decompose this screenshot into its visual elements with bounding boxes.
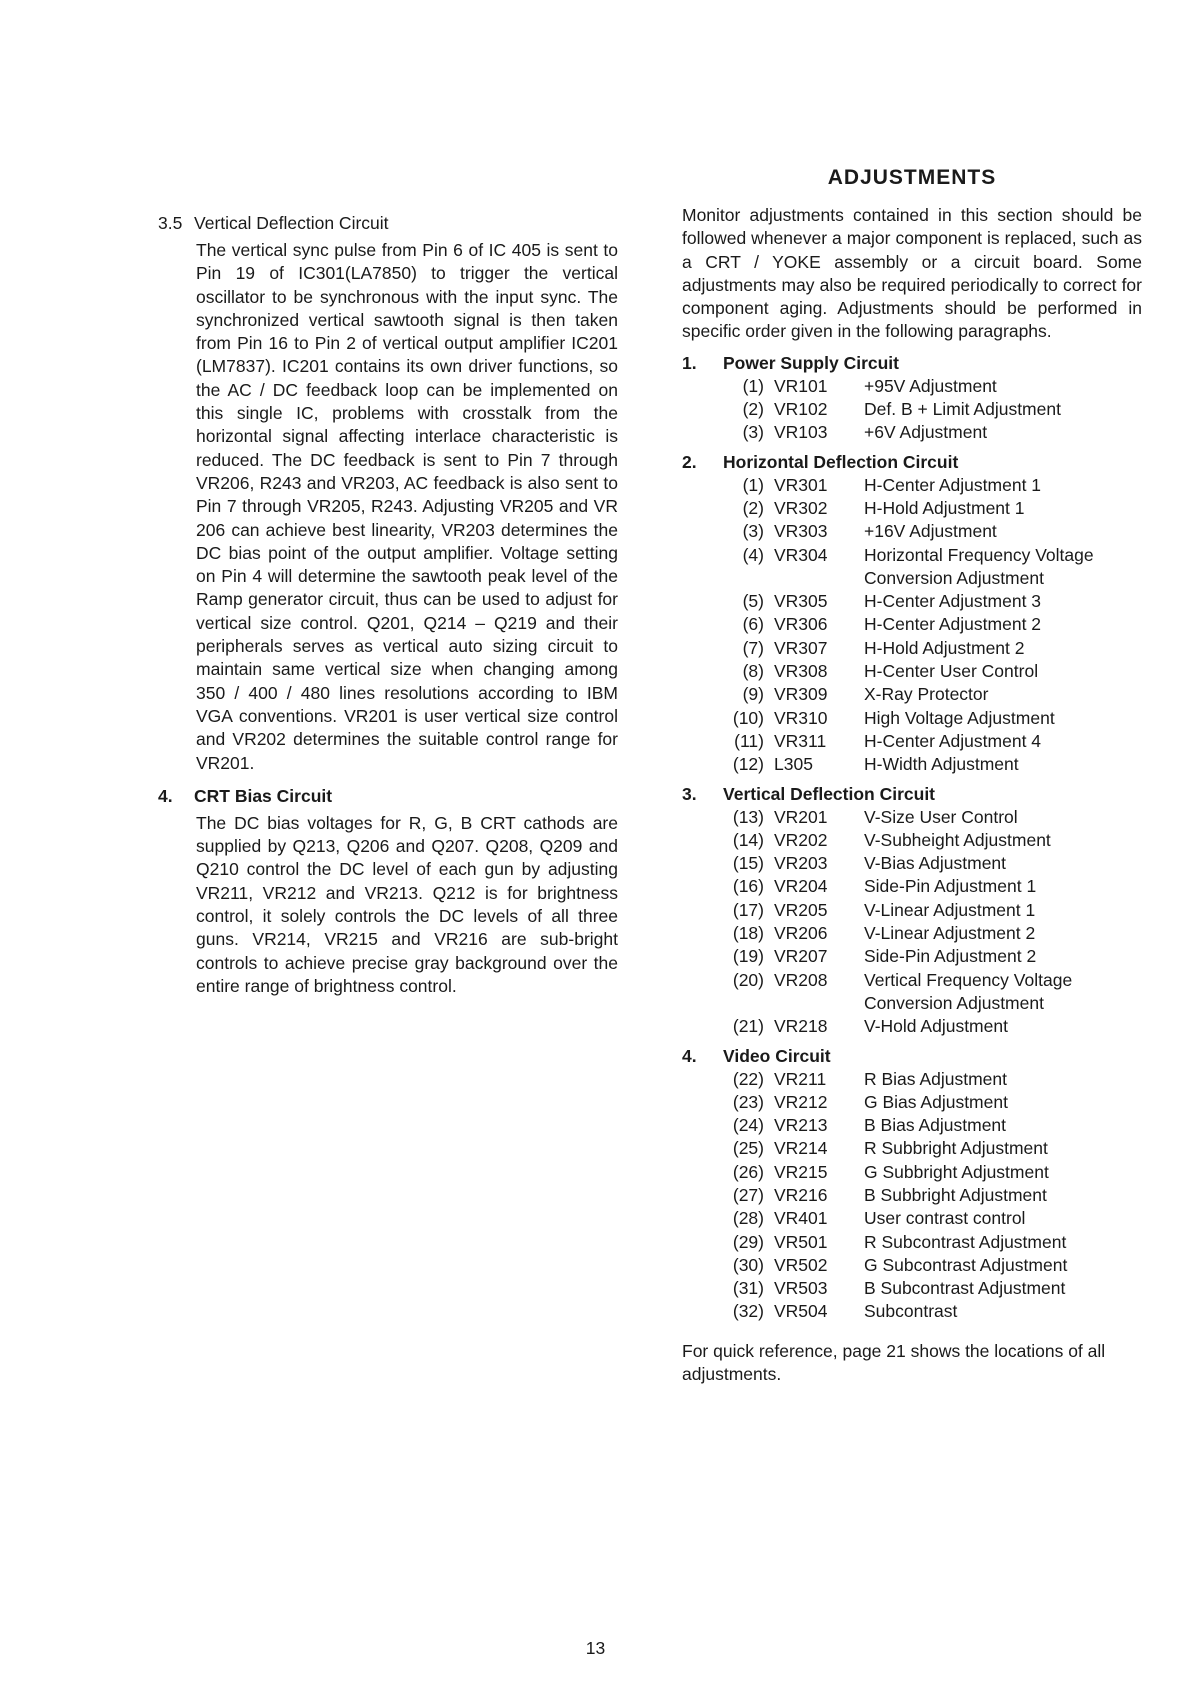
list-item	[682, 1114, 1142, 1137]
group-number: 1.	[682, 352, 697, 373]
list-item	[682, 899, 1142, 922]
list-item	[682, 1184, 1142, 1207]
list-item	[682, 829, 1142, 852]
adjustment-description: H-Center Adjustment 4	[864, 730, 1042, 751]
component-ref: VR504	[774, 1301, 828, 1322]
item-index: (28)	[732, 1208, 764, 1229]
list-item	[682, 1137, 1142, 1160]
section-heading	[158, 212, 618, 235]
item-index: (8)	[742, 661, 764, 682]
item-index: (30)	[732, 1254, 764, 1275]
item-index: (14)	[732, 829, 764, 850]
list-item	[682, 945, 1142, 968]
item-index: (1)	[742, 474, 764, 495]
component-ref: VR207	[774, 946, 828, 967]
adjustments-intro: Monitor adjustments contained in this section should be followed whenever a major component is replaced, such as a CRT / YOKE assembly or a circuit board. Some adjustments may also be required periodically to correct for component aging. Adjustments should be performed in specific order given in the following paragraphs.	[682, 205, 1142, 342]
adjustment-description: B Subcontrast Adjustment	[864, 1278, 1066, 1299]
adjustment-description: Subcontrast	[864, 1301, 958, 1322]
component-ref: VR218	[774, 1016, 828, 1037]
component-ref: VR206	[774, 923, 828, 944]
group-title: Video Circuit	[723, 1045, 831, 1066]
group-title: Vertical Deflection Circuit	[723, 783, 936, 804]
list-item	[682, 1254, 1142, 1277]
adjustment-description: H-Center Adjustment 1	[864, 474, 1042, 495]
item-index: (12)	[732, 754, 764, 775]
adjustment-description: Side-Pin Adjustment 2	[864, 946, 1037, 967]
component-ref: VR204	[774, 876, 828, 897]
item-index: (16)	[732, 876, 764, 897]
component-ref: VR503	[774, 1278, 828, 1299]
component-ref: VR501	[774, 1231, 828, 1252]
list-item	[682, 590, 1142, 613]
component-ref: VR401	[774, 1208, 828, 1229]
section-number: 4.	[158, 785, 173, 806]
adjustment-group	[682, 783, 1142, 1039]
section-body: The DC bias voltages for R, G, B CRT cathods are supplied by Q213, Q206 and Q207. Q208, Q209 and Q210 control the DC level of each gun by adjusting VR211, VR212 and VR213. Q212 is for brightness control, it solely controls the DC levels of all three guns. VR214, VR215 and VR216 are sub-bright controls to achieve precise gray background over the entire range of brightness control.	[196, 812, 618, 996]
adjustment-description: H-Width Adjustment	[864, 754, 1019, 775]
adjustment-description: V-Linear Adjustment 2	[864, 923, 1036, 944]
item-index: (2)	[742, 497, 764, 518]
list-item	[682, 474, 1142, 497]
component-ref: VR205	[774, 899, 828, 920]
item-index: (7)	[742, 637, 764, 658]
adjustment-description: High Voltage Adjustment	[864, 707, 1055, 728]
item-index: (6)	[742, 614, 764, 635]
adjustment-description: G Bias Adjustment	[864, 1091, 1008, 1112]
group-heading	[682, 451, 1142, 474]
list-item	[682, 1068, 1142, 1091]
list-item	[682, 707, 1142, 730]
right-column	[682, 166, 1142, 1404]
list-item	[682, 1161, 1142, 1184]
list-item	[682, 497, 1142, 520]
item-index: (11)	[734, 730, 764, 751]
component-ref: VR306	[774, 614, 828, 635]
item-index: (10)	[732, 707, 764, 728]
footer-note: For quick reference, page 21 shows the locations of all adjustments.	[682, 1340, 1106, 1385]
adjustment-description: B Bias Adjustment	[864, 1115, 1007, 1136]
group-number: 4.	[682, 1045, 697, 1066]
component-ref: VR301	[774, 474, 828, 495]
component-ref: VR202	[774, 829, 828, 850]
adjustment-description: V-Bias Adjustment	[864, 853, 1007, 874]
component-ref: VR309	[774, 684, 828, 705]
adjustment-description: H-Hold Adjustment 2	[864, 637, 1025, 658]
list-item	[682, 398, 1142, 421]
adjustment-description: B Subbright Adjustment	[864, 1184, 1047, 1205]
component-ref: VR214	[774, 1138, 828, 1159]
adjustment-description: +95V Adjustment	[864, 375, 997, 396]
item-index: (27)	[732, 1184, 764, 1205]
component-ref: VR303	[774, 521, 828, 542]
group-heading	[682, 1045, 1142, 1068]
list-item	[682, 1015, 1142, 1038]
component-ref: VR211	[774, 1068, 827, 1089]
list-item	[682, 1300, 1142, 1323]
list-item	[682, 1277, 1142, 1300]
component-ref: VR101	[774, 375, 828, 396]
adjustment-description: V-Hold Adjustment	[864, 1016, 1008, 1037]
item-index: (23)	[732, 1091, 764, 1112]
adjustment-description: Vertical Frequency Voltage Conversion Adjustment	[864, 969, 1073, 1013]
adjustment-group	[682, 451, 1142, 777]
adjustment-description: R Subcontrast Adjustment	[864, 1231, 1067, 1252]
section-title: CRT Bias Circuit	[194, 785, 333, 806]
component-ref: VR102	[774, 399, 828, 420]
component-ref: VR103	[774, 422, 828, 443]
list-item	[682, 613, 1142, 636]
adjustment-description: +6V Adjustment	[864, 422, 988, 443]
component-ref: VR305	[774, 591, 828, 612]
component-ref: VR201	[774, 806, 828, 827]
adjustment-description: R Bias Adjustment	[864, 1068, 1007, 1089]
component-ref: VR216	[774, 1184, 828, 1205]
item-index: (3)	[742, 422, 764, 443]
group-title: Horizontal Deflection Circuit	[723, 451, 959, 472]
component-ref: L305	[774, 754, 813, 775]
section-3-5	[158, 212, 618, 775]
list-item	[682, 421, 1142, 444]
item-index: (1)	[742, 375, 764, 396]
list-item	[682, 544, 1142, 591]
section-body: The vertical sync pulse from Pin 6 of IC 405 is sent to Pin 19 of IC301(LA7850) to trigger the vertical oscillator to be synchronous with the input sync. The synchronized vertical sawtooth signal is then taken from Pin 16 to Pin 2 of vertical output amplifier IC201 (LM7837). IC201 contains its own driver functions, so the AC / DC feedback loop can be implemented on this single IC, problems with crosstalk from the horizontal signal affecting interlace characteristic is reduced. The DC feedback is sent to Pin 7 through VR206, R243 and VR203, AC feedback is also sent to Pin 7 through VR205, R243. Adjusting VR205 and VR 206 can achieve best linearity, VR203 determines the DC bias point of the output amplifier. Voltage setting on Pin 4 will determine the sawtooth peak level of the Ramp generator circuit, thus can be used to adjust for vertical size control. Q201, Q214 – Q219 and their peripherals serves as vertical auto sizing circuit to maintain same vertical size when changing among 350 / 400 / 480 lines resolutions according to IBM VGA conventions. VR201 is user vertical size control and VR202 determines the suitable control range for VR201.	[196, 240, 618, 773]
item-index: (17)	[732, 899, 764, 920]
item-index: (26)	[732, 1161, 764, 1182]
adjustments-title: ADJUSTMENTS	[827, 166, 997, 189]
component-ref: VR302	[774, 497, 828, 518]
list-item	[682, 375, 1142, 398]
adjustment-description: Side-Pin Adjustment 1	[864, 876, 1037, 897]
item-index: (22)	[732, 1068, 764, 1089]
group-number: 2.	[682, 451, 697, 472]
section-title: Vertical Deflection Circuit	[194, 213, 389, 233]
item-index: (20)	[732, 969, 764, 990]
list-item	[682, 1207, 1142, 1230]
item-index: (29)	[732, 1231, 764, 1252]
item-index: (21)	[732, 1016, 764, 1037]
component-ref: VR208	[774, 969, 828, 990]
list-item	[682, 730, 1142, 753]
item-index: (2)	[742, 399, 764, 420]
group-heading	[682, 352, 1142, 375]
list-item	[682, 683, 1142, 706]
adjustment-description: User contrast control	[864, 1208, 1026, 1229]
left-column	[158, 212, 618, 998]
adjustment-description: H-Center Adjustment 2	[864, 614, 1042, 635]
adjustment-description: R Subbright Adjustment	[864, 1138, 1048, 1159]
item-index: (18)	[732, 923, 764, 944]
adjustment-description: V-Size User Control	[864, 806, 1018, 827]
group-heading	[682, 783, 1142, 806]
adjustment-description: V-Subheight Adjustment	[864, 829, 1051, 850]
component-ref: VR215	[774, 1161, 828, 1182]
item-index: (9)	[742, 684, 764, 705]
list-item	[682, 852, 1142, 875]
adjustment-description: V-Linear Adjustment 1	[864, 899, 1036, 920]
item-index: (31)	[732, 1278, 764, 1299]
section-heading	[158, 785, 618, 808]
adjustment-description: H-Center Adjustment 3	[864, 591, 1042, 612]
adjustment-group	[682, 352, 1142, 445]
list-item	[682, 1091, 1142, 1114]
group-title: Power Supply Circuit	[723, 352, 899, 373]
group-number: 3.	[682, 783, 697, 804]
item-index: (19)	[732, 946, 764, 967]
component-ref: VR213	[774, 1115, 828, 1136]
adjustment-description: H-Hold Adjustment 1	[864, 497, 1025, 518]
item-index: (13)	[732, 806, 764, 827]
list-item	[682, 753, 1142, 776]
list-item	[682, 660, 1142, 683]
item-index: (32)	[732, 1301, 764, 1322]
list-item	[682, 922, 1142, 945]
component-ref: VR310	[774, 707, 828, 728]
adjustment-description: X-Ray Protector	[864, 684, 989, 705]
adjustment-description: G Subbright Adjustment	[864, 1161, 1049, 1182]
page-number: 13	[585, 1638, 606, 1658]
item-index: (3)	[742, 521, 764, 542]
section-number: 3.5	[158, 213, 183, 233]
adjustment-description: Horizontal Frequency Voltage Conversion Adjustment	[864, 544, 1094, 588]
adjustment-description: Def. B + Limit Adjustment	[864, 399, 1061, 420]
item-index: (15)	[732, 853, 764, 874]
item-index: (24)	[732, 1115, 764, 1136]
list-item	[682, 875, 1142, 898]
adjustment-description: +16V Adjustment	[864, 521, 997, 542]
component-ref: VR304	[774, 544, 828, 565]
item-index: (4)	[742, 544, 764, 565]
item-index: (25)	[732, 1138, 764, 1159]
adjustment-group	[682, 1045, 1142, 1324]
list-item	[682, 637, 1142, 660]
list-item	[682, 520, 1142, 543]
section-4	[158, 785, 618, 998]
component-ref: VR307	[774, 637, 828, 658]
item-index: (5)	[742, 591, 764, 612]
component-ref: VR502	[774, 1254, 828, 1275]
adjustment-description: H-Center User Control	[864, 661, 1039, 682]
component-ref: VR212	[774, 1091, 828, 1112]
list-item	[682, 969, 1142, 1016]
adjustment-groups	[682, 352, 1142, 1324]
list-item	[682, 806, 1142, 829]
component-ref: VR308	[774, 661, 828, 682]
list-item	[682, 1231, 1142, 1254]
component-ref: VR203	[774, 853, 828, 874]
adjustment-description: G Subcontrast Adjustment	[864, 1254, 1068, 1275]
component-ref: VR311	[774, 730, 827, 751]
